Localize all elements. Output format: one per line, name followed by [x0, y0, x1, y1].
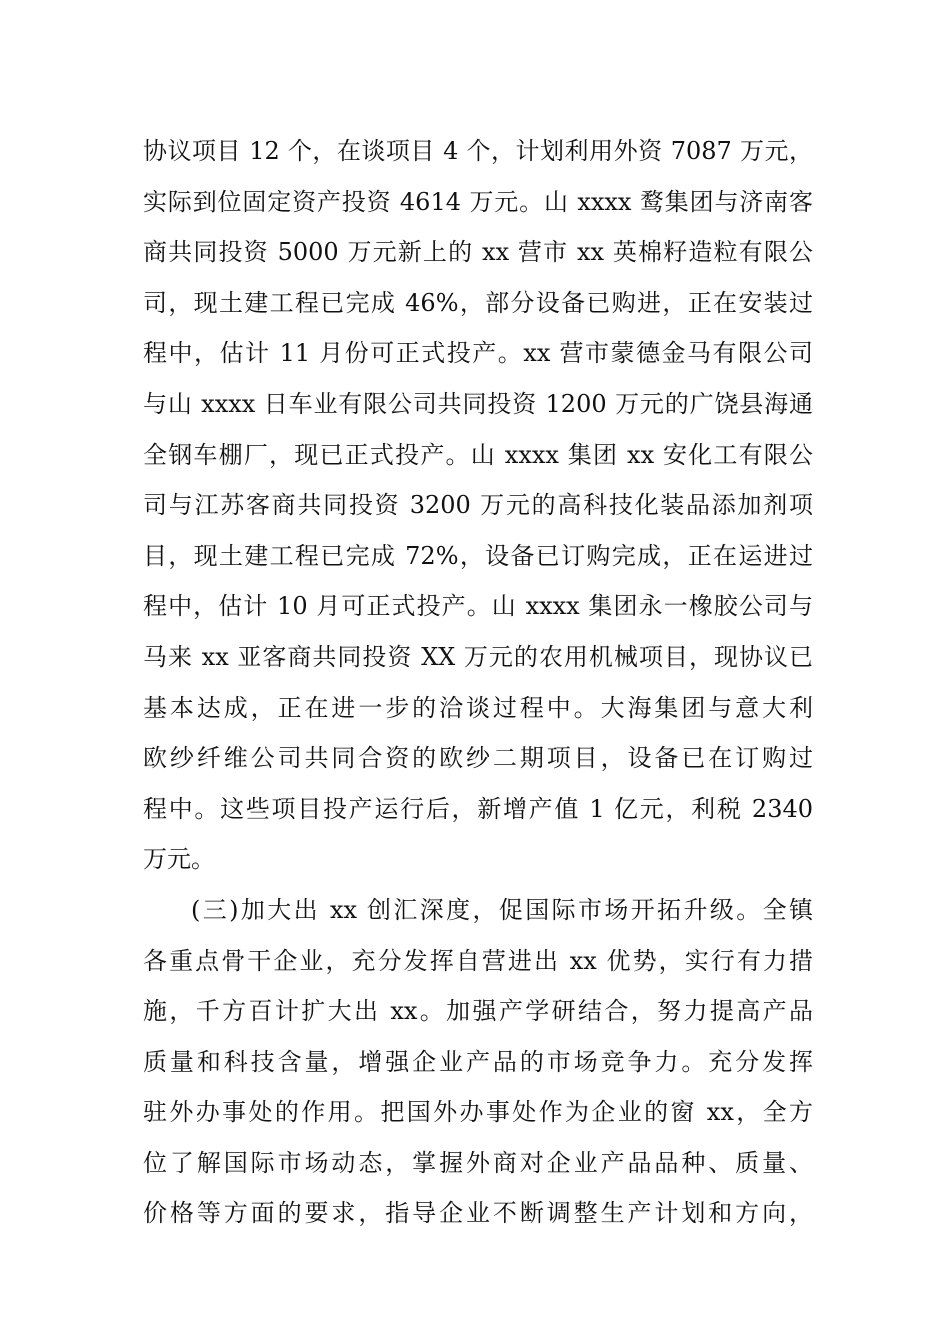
text-line: 位了解国际市场动态，掌握外商对企业产品品种、质量、 — [143, 1148, 813, 1177]
text-line: 司与江苏客商共同投资 3200 万元的高科技化装品添加剂项 — [143, 491, 813, 520]
text-line: 驻外办事处的作用。把国外办事处作为企业的窗 xx，全方 — [143, 1098, 813, 1127]
text-line: 程中，估计 11 月份可正式投产。xx 营市蒙德金马有限公司 — [143, 339, 813, 368]
text-line: 欧纱纤维公司共同合资的欧纱二期项目，设备已在订购过 — [143, 744, 813, 773]
text-line: 施，千方百计扩大出 xx。加强产学研结合，努力提高产品 — [143, 997, 813, 1026]
paragraph-end-line: 万元。 — [143, 845, 215, 874]
text-line: 商共同投资 5000 万元新上的 xx 营市 xx 英棉籽造粒有限公 — [143, 238, 813, 267]
section-heading-line: (三)加大出 xx 创汇深度，促国际市场开拓升级。全镇 — [191, 895, 813, 924]
text-line: 程中。这些项目投产运行后，新增产值 1 亿元，利税 2340 — [143, 794, 813, 823]
body-text — [143, 126, 813, 1239]
text-line: 协议项目 12 个，在谈项目 4 个，计划利用外资 7087 万元， — [143, 137, 813, 165]
text-line: 与山 xxxx 日车业有限公司共同投资 1200 万元的广饶县海通 — [143, 389, 813, 418]
text-line: 实际到位固定资产投资 4614 万元。山 xxxx 鹜集团与济南客 — [143, 187, 813, 216]
text-line: 程中，估计 10 月可正式投产。山 xxxx 集团永一橡胶公司与 — [143, 592, 813, 621]
text-line: 各重点骨干企业，充分发挥自营进出 xx 优势，实行有力措 — [143, 946, 813, 975]
text-line: 目，现土建工程已完成 72%，设备已订购完成，正在运进过 — [143, 541, 813, 570]
text-line: 质量和科技含量，增强企业产品的市场竞争力。充分发挥 — [143, 1047, 813, 1076]
text-line: 司，现土建工程已完成 46%，部分设备已购进，正在安装过 — [143, 288, 813, 317]
text-line: 基本达成，正在进一步的洽谈过程中。大海集团与意大利 — [143, 693, 813, 722]
text-line: 价格等方面的要求，指导企业不断调整生产计划和方向， — [143, 1199, 813, 1228]
text-line: 马来 xx 亚客商共同投资 XX 万元的农用机械项目，现协议已 — [143, 642, 813, 671]
text-line: 全钢车棚厂，现已正式投产。山 xxxx 集团 xx 安化工有限公 — [143, 440, 813, 469]
